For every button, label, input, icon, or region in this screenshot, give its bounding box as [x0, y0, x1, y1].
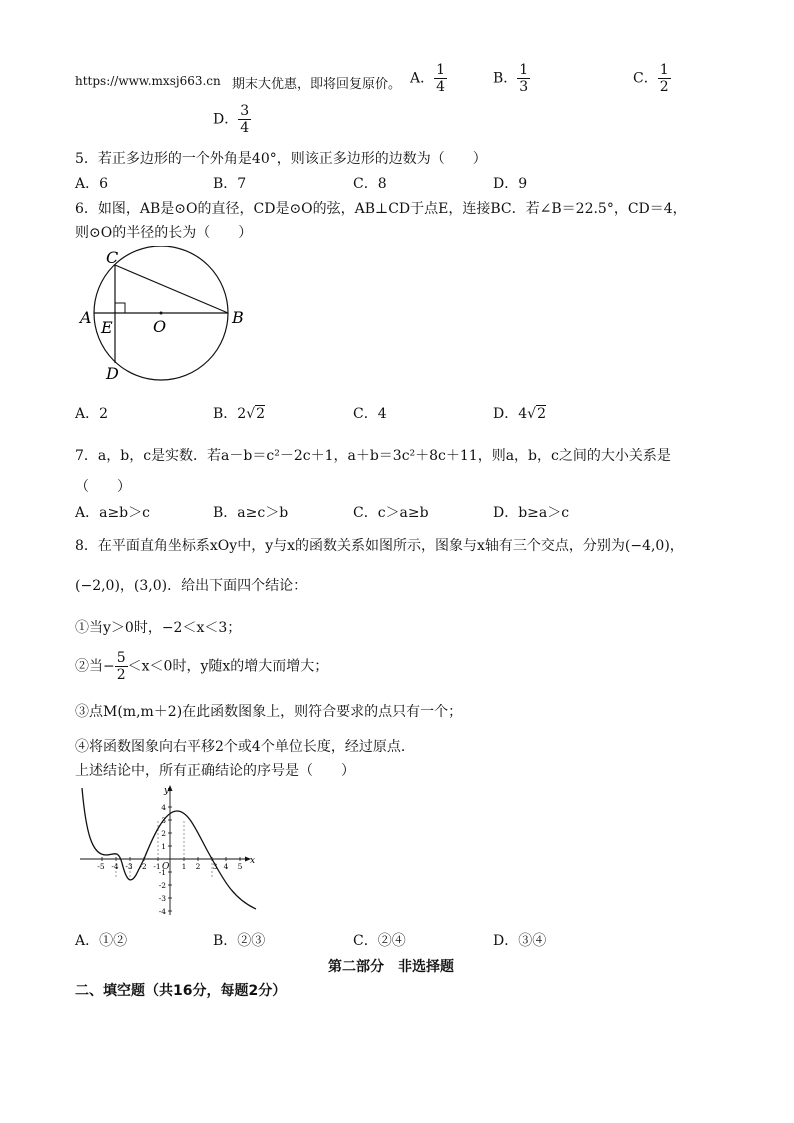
q8-conclusion-3: ③点M(m,m＋2)在此函数图象上，则符合要求的点只有一个；: [75, 704, 463, 720]
y-tick-label: -4: [158, 907, 166, 916]
q8-option-c: C．②④: [353, 933, 406, 949]
q5-option-d: D．9: [493, 176, 528, 192]
label-c: C: [106, 248, 119, 267]
circle-figure: [78, 246, 258, 386]
q8-ask: 上述结论中，所有正确结论的序号是（ ）: [75, 763, 355, 779]
label-d: D: [106, 364, 119, 383]
q6-option-c: C．4: [353, 406, 387, 422]
q4-option-b: B． $\frac{1}{3}$: [493, 62, 529, 96]
label-o: O: [153, 317, 167, 336]
x-tick-label: 5: [237, 862, 243, 871]
q5-option-a: A．6: [75, 176, 109, 192]
function-graph: [74, 783, 264, 923]
x-tick-label: 1: [181, 862, 187, 871]
q5-option-b: B．7: [213, 176, 247, 192]
x-tick-label: 2: [195, 862, 201, 871]
q5-option-c: C．8: [353, 176, 387, 192]
center-point: [160, 312, 163, 315]
q7-option-c: C．c＞a≥b: [353, 505, 429, 521]
q6-option-d: D．4√2: [493, 406, 546, 422]
y-tick-label: 2: [161, 829, 166, 838]
right-angle-mark: [115, 303, 125, 313]
y-tick-label: -2: [158, 881, 166, 890]
q7-stem: 7．a，b，c是实数．若a－b＝c²－2c＋1，a＋b＝3c²＋8c＋11，则a，b，c之间的大小关系是: [75, 448, 671, 464]
q8-conclusion-2: ②当− $\frac{5}{2}$ ＜x＜0时，y随x的增大而增大；: [75, 650, 329, 684]
x-tick-label: 4: [223, 862, 229, 871]
x-tick-label: 3: [212, 862, 218, 871]
q7-paren: （ ）: [75, 479, 131, 495]
q8-option-a: A．①②: [75, 933, 128, 949]
q8-conclusion-1: ①当y＞0时，−2＜x＜3；: [75, 620, 242, 636]
q7-option-a: A．a≥b＞c: [75, 505, 150, 521]
function-curve: [82, 788, 256, 909]
y-axis: [168, 785, 173, 915]
origin-label: O: [162, 862, 170, 872]
x-tick-label: -3: [125, 862, 133, 871]
x-tick-label: -1: [153, 862, 161, 871]
q6-stem-line2: 则⊙O的半径的长为（ ）: [75, 225, 253, 241]
y-tick-labels: [159, 803, 167, 916]
q8-option-b: B．②③: [213, 933, 266, 949]
label-b: B: [232, 308, 244, 327]
x-tick-label: -5: [97, 862, 105, 871]
header-url: https://www.mxsj663.cn: [75, 74, 221, 88]
y-tick-label: 4: [161, 803, 166, 812]
q4-option-d: D． $\frac{3}{4}$: [213, 103, 250, 137]
x-axis-label: x: [250, 856, 256, 866]
q8-stem-line2: (−2,0)，(3,0)．给出下面四个结论：: [75, 578, 308, 594]
q7-option-d: D．b≥a＞c: [493, 505, 570, 521]
q5-stem: 5．若正多边形的一个外角是40°，则该正多边形的边数为（ ）: [75, 151, 487, 167]
y-tick-label: -1: [158, 868, 166, 877]
y-tick-label: 1: [161, 842, 166, 851]
q7-option-b: B．a≥c＞b: [213, 505, 289, 521]
header-notice: 期末大优惠，即将回复原价。: [232, 77, 402, 92]
x-tick-label: -2: [139, 862, 147, 871]
y-tick-label: 3: [161, 816, 166, 825]
q8-conclusion-4: ④将函数图象向右平移2个或4个单位长度，经过原点．: [75, 739, 415, 755]
q4-option-c: C． $\frac{1}{2}$: [633, 62, 669, 96]
q4-option-a: A． $\frac{1}{4}$: [410, 62, 446, 96]
x-tick-label: -4: [111, 862, 119, 871]
y-axis-label: y: [164, 786, 170, 796]
q8-option-d: D．③④: [493, 933, 547, 949]
part2-title: 第二部分 非选择题: [328, 959, 454, 975]
segment-cb: [115, 265, 228, 313]
label-e: E: [101, 318, 113, 337]
q6-stem-line1: 6．如图，AB是⊙O的直径，CD是⊙O的弦，AB⊥CD于点E，连接BC．若∠B＝22.5°，CD＝4，: [75, 201, 687, 217]
x-axis: [80, 857, 251, 862]
section-fill-in-title: 二、填空题（共16分，每题2分）: [75, 983, 287, 999]
q8-stem-line1: 8．在平面直角坐标系xOy中，y与x的函数关系如图所示，图象与x轴有三个交点，分别为(−4,0)，: [75, 538, 684, 554]
label-a: A: [80, 308, 92, 327]
q6-option-a: A．2: [75, 406, 109, 422]
q6-option-b: B．2√2: [213, 406, 266, 422]
y-tick-label: -3: [158, 894, 166, 903]
